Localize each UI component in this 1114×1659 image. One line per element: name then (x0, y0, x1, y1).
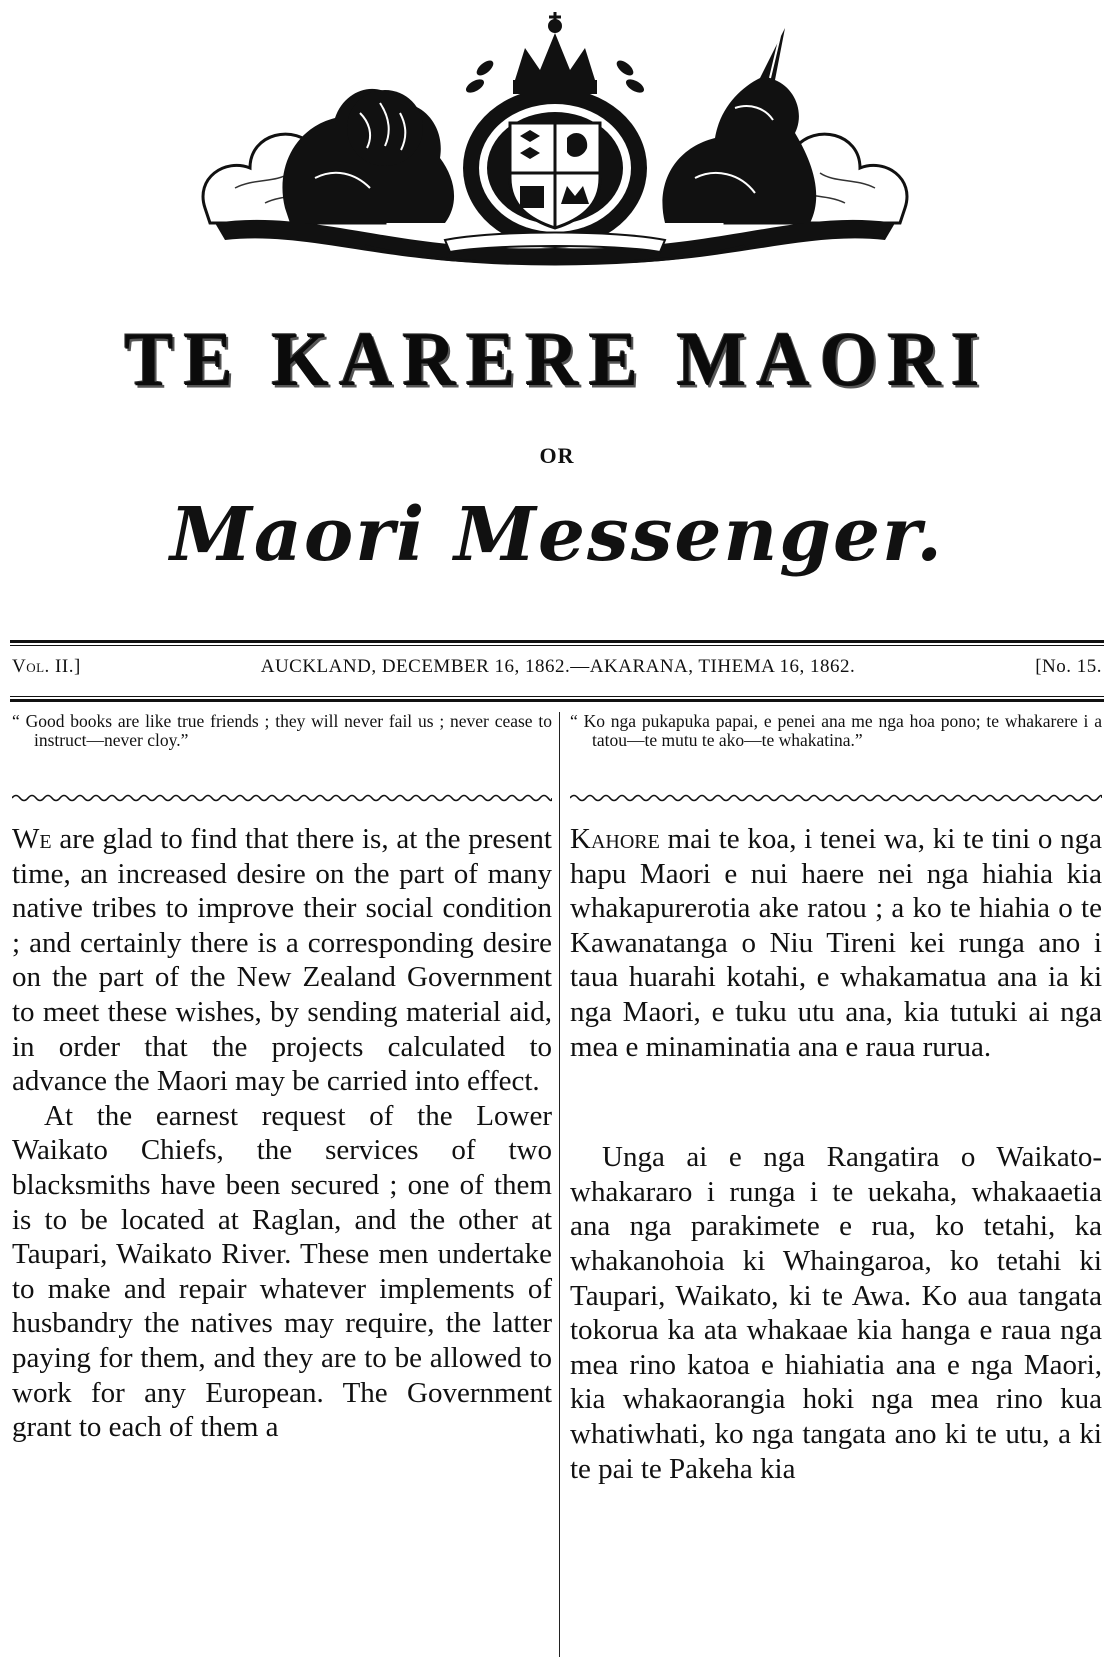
title-connector: OR (539, 443, 575, 468)
dateline-bottom-rule (10, 699, 1104, 702)
maori-paragraph-2: Unga ai e nga Rangatira o Waikato-whakararo i runga i te uekaha, whakaaetia ana nga parakimete e rua, ko tetahi, ka whakanohoia ki Whaingaroa, ko tetahi ki Taupari, Waikato, ki te Awa. Ko aua tangata tokorua ka ata whakaae kia hanga e raua nga mea rino katoa e hiahiatia ana e nga Maori, kia whakaorangia hoki nga mea rino kua whatiwhati, ko nga tangata ano ki te utu, a ki te pai te Pakeha kia (570, 1141, 1102, 1485)
newspaper-title: TE KARERE MAORI (124, 316, 990, 404)
wavy-separator (12, 792, 552, 804)
volume-label: Vol. II.] (12, 656, 81, 677)
issue-number: [No. 15. (1035, 656, 1102, 677)
royal-coat-of-arms-icon (195, 8, 915, 270)
english-column (12, 712, 552, 1445)
english-paragraph-2: At the earnest request of the Lower Waikato Chiefs, the services of two blacksmiths have been secured ; one of them is to be located at Raglan, and the other at Taupari, Waikato River. These men undertake to make and repair whatever implements of husbandry the natives may require, the latter paying for them, and they are to be allowed to work for any European. The Government grant to each of them a (12, 1099, 552, 1444)
dateline (12, 656, 1102, 686)
dateline-top-rule-thin (10, 645, 1104, 646)
maori-paragraph-1-text: mai te koa, i tenei wa, ki te tini o nga hapu Maori e nui haere nei nga hiahia kia whakapurerotia ake ratou ; a ko te hiahia o te Kawanatanga o Niu Tireni kei runga ano i taua huarahi kotahi, e whakamatua ana ia ki nga Maori, e tuku utu ana, kia tutuki ai nga mea e minaminatia ana e raua rurua. (570, 823, 1102, 1063)
english-paragraph-1-text: are glad to find that there is, at the present time, an increased desire on the part of many native tribes to improve their social condition ; and certainly there is a corresponding desire on the part of the New Zealand Government to meet these wishes, by sending material aid, in order that the projects calculated to advance the Maori may be carried into effect. (12, 823, 552, 1098)
dateline-top-rule (10, 640, 1104, 643)
english-paragraph-1 (12, 822, 552, 1099)
wavy-separator (570, 792, 1102, 804)
dateline-bottom-rule-thin (10, 696, 1104, 697)
english-motto: “ Good books are like true friends ; they will never fail us ; never cease to instruct—never cloy.” (12, 711, 552, 750)
maori-column (570, 712, 1102, 1486)
maori-motto: “ Ko nga pukapuka papai, e penei ana me nga hoa pono; te whakarere i a tatou—te mutu te ako—te whakatina.” (570, 711, 1102, 750)
column-divider (559, 712, 560, 1657)
maori-paragraph-1 (570, 822, 1102, 1064)
newspaper-subtitle: Maori Messenger. (169, 492, 945, 578)
issue-date: AUCKLAND, DECEMBER 16, 1862.—AKARANA, TIHEMA 16, 1862. (260, 656, 856, 677)
maori-paragraph-1-lead: Kahore (570, 823, 660, 855)
english-paragraph-1-lead: We (12, 823, 52, 855)
